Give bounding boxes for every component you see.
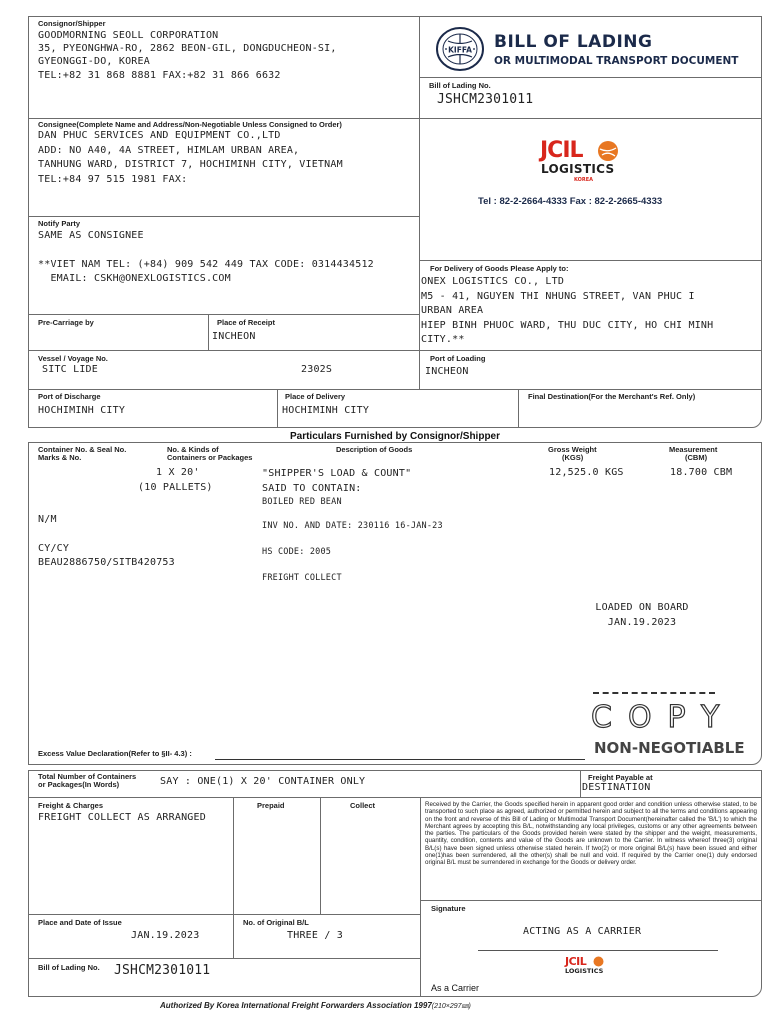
signature-dash-line <box>593 692 715 694</box>
freight-payable-label: Freight Payable at <box>588 773 653 782</box>
freight-line: FREIGHT COLLECT <box>262 573 342 583</box>
consignee-line-4: TEL:+84 97 515 1981 FAX: <box>38 174 188 185</box>
shipper-label: Consignor/Shipper <box>38 19 106 28</box>
notify-label: Notify Party <box>38 219 81 228</box>
delivery-agent-line-3: URBAN AREA <box>421 305 484 316</box>
place-of-delivery-label: Place of Delivery <box>285 392 346 401</box>
particulars-heading: Particulars Furnished by Consignor/Shipper <box>289 431 501 442</box>
vessel-label: Vessel / Voyage No. <box>38 354 108 363</box>
voyage-value: 2302S <box>301 364 333 375</box>
bl-number-bottom-value: JSHCM2301011 <box>114 963 211 978</box>
total-containers-label-1: Total Number of Containers <box>38 772 137 781</box>
delivery-agent-label: For Delivery of Goods Please Apply to: <box>430 264 569 273</box>
jcil-small-logo: JCIL LOGISTICS <box>565 955 604 975</box>
place-date-issue-label: Place and Date of Issue <box>38 918 122 927</box>
jcil-logo-text: JCIL <box>540 138 583 163</box>
freight-payable-value: DESTINATION <box>582 782 651 793</box>
signature-label: Signature <box>431 904 466 913</box>
notify-line-4: EMAIL: CSKH@ONEXLOGISTICS.COM <box>38 273 231 284</box>
onboard-line-2: JAN.19.2023 <box>607 617 677 628</box>
footer-org: Korea International Freight Forwarders Association 1997 <box>216 1001 432 1010</box>
footer-prefix: Authorized By <box>160 1001 217 1010</box>
shipper-line-2: 35, PYEONGHWA-RO, 2862 BEON-GIL, DONGDUCHEON-SI, <box>38 43 337 54</box>
notify-line-1: SAME AS CONSIGNEE <box>38 230 144 241</box>
delivery-agent-line-2: M5 - 41, NGUYEN THI NHUNG STREET, VAN PHUC I <box>421 291 695 302</box>
final-destination-label: Final Destination(For the Merchant's Ref. Only) <box>528 392 696 401</box>
non-negotiable-stamp: NON-NEGOTIABLE <box>594 739 745 757</box>
excess-value-label: Excess Value Declaration(Refer to §II- 4.3) : <box>38 749 192 758</box>
notify-line-3: **VIET NAM TEL: (+84) 909 542 449 TAX CODE: 0314434512 <box>38 259 374 270</box>
collect-label: Collect <box>350 801 376 810</box>
marks-line-3: CY/CY <box>38 543 70 554</box>
footer-authorized <box>160 1001 471 1011</box>
total-containers-value: SAY : ONE(1) X 20' CONTAINER ONLY <box>160 776 366 787</box>
place-of-receipt-label: Place of Receipt <box>217 318 275 327</box>
col-weight-label-1: Gross Weight <box>548 445 597 454</box>
packages-line-2: (10 PALLETS) <box>138 482 213 493</box>
shipper-line-1: GOODMORNING SEOLL CORPORATION <box>38 30 219 41</box>
shipper-line-4: TEL:+82 31 868 8881 FAX:+82 31 866 6632 <box>38 70 281 81</box>
port-of-loading-label: Port of Loading <box>430 354 486 363</box>
place-date-issue-value: JAN.19.2023 <box>131 930 200 941</box>
consignee-line-2: ADD: NO A40, 4A STREET, HIMLAM URBAN AREA, <box>38 145 300 156</box>
bl-number-label: Bill of Lading No. <box>429 81 491 90</box>
col-description-label: Description of Goods <box>336 445 413 454</box>
original-bl-value: THREE / 3 <box>287 930 343 941</box>
consignee-line-3: TANHUNG WARD, DISTRICT 7, HOCHIMINH CITY, VIETNAM <box>38 159 343 170</box>
footer-size: (210×297㎜) <box>431 1003 471 1010</box>
delivery-agent-line-5: CITY.** <box>421 334 465 345</box>
col-measure-label-1: Measurement <box>669 445 718 454</box>
goods-description: BOILED RED BEAN <box>262 497 342 507</box>
document-subtitle: OR MULTIMODAL TRANSPORT DOCUMENT <box>494 55 739 67</box>
onboard-line-1: LOADED ON BOARD <box>595 602 689 613</box>
bl-number-value: JSHCM2301011 <box>437 92 534 107</box>
document-title: BILL OF LADING <box>494 32 653 52</box>
hs-code-line: HS CODE: 2005 <box>262 547 332 557</box>
original-bl-label: No. of Original B/L <box>243 918 309 927</box>
description-line-1: "SHIPPER'S LOAD & COUNT" <box>262 468 412 479</box>
col-weight-label-2: (KGS) <box>562 453 584 462</box>
acting-as-carrier: ACTING AS A CARRIER <box>523 926 642 937</box>
col-measure-label-2: (CBM) <box>685 453 708 462</box>
jcil-logo <box>540 138 630 186</box>
consignee-line-1: DAN PHUC SERVICES AND EQUIPMENT CO.,LTD <box>38 130 281 141</box>
terms-and-conditions: Received by the Carrier, the Goods specified herein in apparent good order and condition unless otherwise stated, to be transported to such place as agreed, authorized or permitted herein and subject to all the terms and conditions appearing on the front and reverse of this Bill of Lading or Multimodal Transport Document(hereinafter called the 'B/L') to which the Merchant agrees by accepting this B/L, notwithstanding any local privileges, customs or any other agreements between the parties. The particulars of the Goods provided herein were stated by the shipper and the weight, measurements, quantity, condition, contents and value of the Goods are unknown to the Carrier. In witness whereof three(3) original B/L(s) have been signed unless otherwise stated herein. If two(2) or more original B/L(s) have been issued and either one(1)has been surrendered, all the other(s) shall be null and void. If required by the Carrier one(1) duly endorsed original B/L must be surrendered in exchange for the Goods or delivery order. <box>425 801 757 867</box>
kiffa-seal-icon <box>435 26 485 72</box>
col-marks-label-1: Container No. & Seal No. <box>38 445 127 454</box>
measurement-value: 18.700 CBM <box>670 467 733 478</box>
vessel-value: SITC LIDE <box>42 364 98 375</box>
marks-line-4: BEAU2886750/SITB420753 <box>38 557 175 568</box>
gross-weight-value: 12,525.0 KGS <box>549 467 624 478</box>
charges-label: Freight & Charges <box>38 801 104 810</box>
globe-icon <box>597 140 619 162</box>
col-marks-label-2: Marks & No. <box>38 453 82 462</box>
prepaid-label: Prepaid <box>257 801 285 810</box>
description-line-2: SAID TO CONTAIN: <box>262 483 362 494</box>
korea-logo-text: KOREA <box>574 177 594 183</box>
packages-line-1: 1 X 20' <box>156 467 200 478</box>
copy-stamp: COPY <box>591 700 736 735</box>
port-of-discharge-value: HOCHIMINH CITY <box>38 405 126 416</box>
logistics-logo-text: LOGISTICS <box>541 162 615 176</box>
as-carrier-label: As a Carrier <box>431 983 480 993</box>
pre-carriage-label: Pre-Carriage by <box>38 318 94 327</box>
invoice-line: INV NO. AND DATE: 230116 16-JAN-23 <box>262 521 443 531</box>
delivery-agent-line-1: ONEX LOGISTICS CO., LTD <box>421 276 565 287</box>
consignee-label: Consignee(Complete Name and Address/Non-Negotiable Unless Consigned to Order) <box>38 120 342 129</box>
delivery-agent-line-4: HIEP BINH PHUOC WARD, THU DUC CITY, HO CHI MINH <box>421 320 714 331</box>
place-of-delivery-value: HOCHIMINH CITY <box>282 405 370 416</box>
marks-line-1: N/M <box>38 514 57 525</box>
port-of-discharge-label: Port of Discharge <box>38 392 101 401</box>
col-packages-label-1: No. & Kinds of <box>167 445 219 454</box>
bl-number-bottom-label: Bill of Lading No. <box>38 963 100 972</box>
shipper-line-3: GYEONGGI-DO, KOREA <box>38 56 150 67</box>
seal-text: KIFFA <box>448 45 472 55</box>
col-packages-label-2: Containers or Packages <box>167 453 253 462</box>
charges-value: FREIGHT COLLECT AS ARRANGED <box>38 812 206 823</box>
total-containers-label-2: or Packages(In Words) <box>38 780 120 789</box>
carrier-phone: Tel : 82-2-2664-4333 Fax : 82-2-2665-4333 <box>478 196 663 207</box>
place-of-receipt-value: INCHEON <box>212 331 256 342</box>
port-of-loading-value: INCHEON <box>425 366 469 377</box>
